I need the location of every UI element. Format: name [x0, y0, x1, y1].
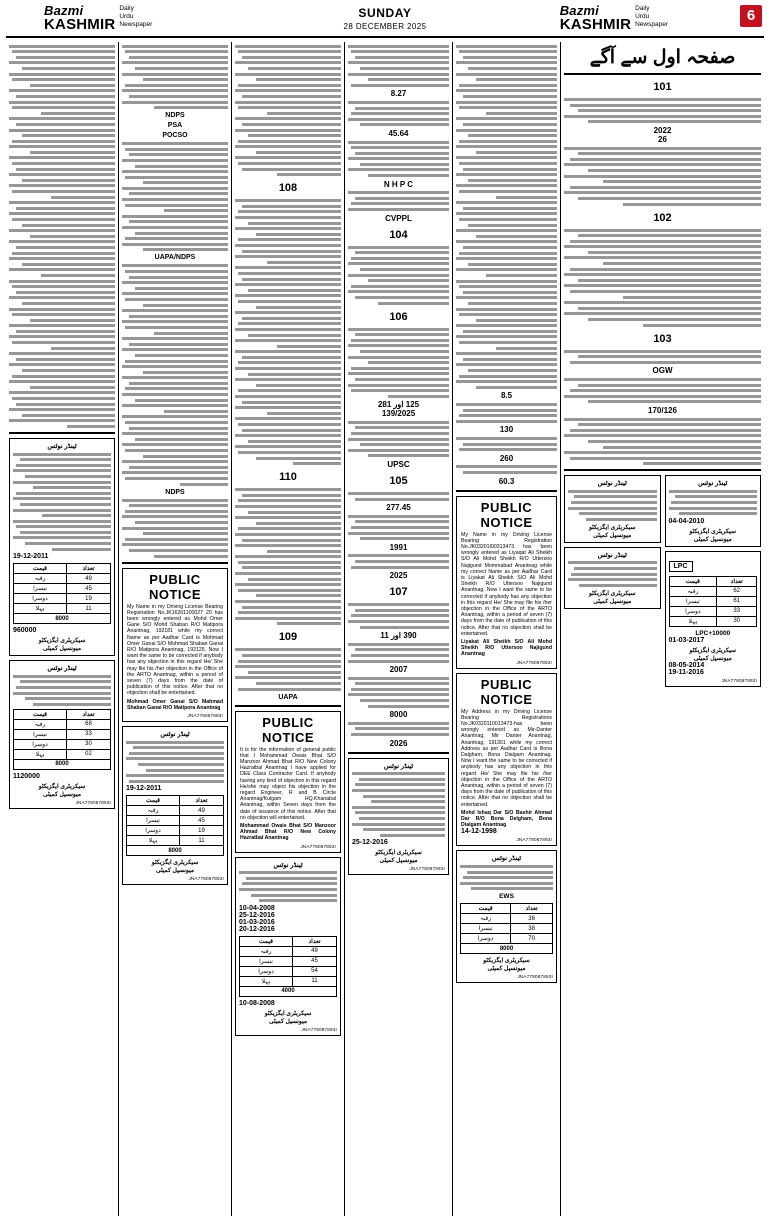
table-4-r1c1: 36: [511, 914, 553, 924]
col6-tender-101: [564, 98, 761, 123]
col3-tender-text: [239, 871, 337, 902]
table-1-r2c1: 45: [67, 584, 111, 594]
table-1-dup-r1c2: رقبہ: [127, 806, 180, 816]
table-5-r3c1: 33: [717, 606, 757, 616]
col6-tender-right: [665, 475, 762, 691]
notice-3-body: My Name in my Driving License Bearing Registration No.JK03201I00313473 has been wrongly entered as Liyaqat Ali Sheikh S/O Ali Mohd Sheikh R/O Uttersoo Najigund Mommabad Anantnag while my correct Name as per Aadhar Card is Liyakat Ali Sheikh S/O Ali Mohd Sheikh R/O Uttersoo Najigund Anantnag. Now I want the same to be corrected if anybody has any objection in this regard He/ She may file his /her objection in the Office of the ARTO Anantnag, within a period of seven (7) days from the date of publication of this notice. After that no objection shall be entertained.: [461, 531, 552, 637]
col3-tender-label: ٹینڈر نوٹس: [273, 861, 303, 869]
col4-tender-106b: [348, 421, 449, 458]
column-6: [561, 42, 764, 1216]
table-2-r1c1: 49: [293, 946, 337, 956]
notice-2-title: PUBLIC NOTICE: [261, 714, 315, 745]
col5-signature: [460, 957, 553, 972]
table-2-r2c2: تیسرا: [240, 956, 293, 966]
table-1-dup-amount: 8000: [127, 846, 224, 856]
tender-number-107: 107: [389, 586, 408, 599]
table-1-dup-r1c1: 49: [180, 806, 224, 816]
col6-tender-103b: [564, 378, 761, 403]
table-4-r2c2: تیسرا: [461, 924, 511, 934]
col4-tag-upsc: UPSC: [387, 460, 410, 470]
table-5-note: LPC+10000: [695, 629, 731, 637]
col2-article-tail: [122, 499, 228, 558]
table-row: [14, 749, 111, 759]
col5-sig-line1: سیکریٹری ایگزیکٹو: [483, 958, 530, 965]
col5-article-4: [456, 465, 557, 474]
table-5: [669, 576, 758, 627]
col5-article-3: [456, 437, 557, 451]
table-1-r4c2: پہلا: [14, 604, 67, 614]
col4-tender-105: [348, 492, 449, 501]
col4-tender-105c: [348, 554, 449, 568]
col1-tender-box: [9, 438, 115, 656]
col3-signature: [239, 1010, 337, 1025]
table-1-amount: 8000: [14, 614, 111, 624]
column-3: [232, 42, 345, 1216]
table-row: [127, 826, 224, 836]
col6-tender-row: [564, 475, 761, 691]
col6-figure-25: 170/126: [648, 405, 677, 415]
logo-right-tag-newspaper: Newspaper: [635, 21, 668, 28]
table-1-r1c2: رقبہ: [14, 574, 67, 584]
col1-ref: JNA778087893I: [75, 799, 111, 805]
notice-3-signer: Liyakat Ali Sheikh S/O Ali Mohd Sheikh R/O Uttersoo Najigund Anantnag: [461, 638, 552, 658]
col6-tender-text-1: [568, 490, 657, 521]
col4-article-3: [348, 141, 449, 178]
table-1-dup-r2c1: 45: [180, 816, 224, 826]
col6-sig1-line1: سیکریٹری ایگزیکٹو: [589, 524, 636, 531]
col6-date-4: 19-11-2016: [668, 668, 704, 676]
col3-sig-line2: میونسپل کمیٹی: [268, 1018, 308, 1025]
col4-figure-11: 390 اور 11: [380, 631, 417, 641]
col5-figure-17: 260: [499, 453, 514, 463]
col4-figure-1: 8.27: [390, 89, 407, 99]
masthead: [6, 4, 764, 38]
col5-figure-14: 8.5: [500, 391, 513, 401]
col6-tender-text-2: [568, 561, 657, 586]
table-2-r1c2: رقبہ: [240, 946, 293, 956]
col4-figure-9: 1991: [389, 542, 408, 552]
table-3-head-2: قیمت: [14, 709, 67, 719]
masthead-date: 28 DECEMBER 2025: [343, 22, 427, 31]
col5-article-top: [456, 45, 557, 389]
col4-tender-text: [352, 772, 445, 837]
col6-figure-27: 26: [658, 134, 667, 144]
col4-tender-104: [348, 246, 449, 305]
tender-number-105: 105: [389, 475, 408, 488]
notice-3: [456, 496, 557, 669]
table-5-r3c2: دوسرا: [669, 606, 717, 616]
table-1: [13, 563, 111, 624]
table-row: [14, 729, 111, 739]
col6-tender-103: [564, 350, 761, 364]
table-row: [240, 956, 337, 966]
col6-sig3-line2: میونسپل کمیٹی: [693, 536, 732, 543]
column-1: [6, 42, 119, 1216]
table-1-dup: [126, 795, 224, 856]
col3-date-5: 10-08-2008: [239, 999, 275, 1007]
col5-tender-box: [456, 850, 557, 983]
col6-sig2-line1: سیکریٹری ایگزیکٹو: [589, 590, 636, 597]
tender-number-101: 101: [653, 81, 672, 93]
logo-right-tags: [635, 4, 668, 29]
table-1-r4c1: 11: [67, 604, 111, 614]
notice-1-ref: JNA778087893I: [187, 712, 223, 718]
tender-number-103: 103: [653, 332, 672, 345]
col4-article-2: [348, 101, 449, 126]
col2-tender-label: ٹینڈر نوٹس: [160, 730, 190, 738]
col4-figure-6: 139/2025: [381, 409, 416, 419]
table-4-r3c2: دوسرا: [461, 934, 511, 944]
table-3-head-1: تعداد: [67, 709, 111, 719]
table-5-head-1: تعداد: [717, 576, 757, 586]
logo-right-tag-daily: Daily: [635, 5, 650, 12]
table-5-r1c2: رقبہ: [669, 586, 717, 596]
col6-signature-3: [669, 528, 758, 543]
col2-signature: [126, 859, 224, 874]
table-3: [13, 709, 111, 770]
table-row: [14, 574, 111, 584]
col6-lpc-box: [665, 551, 762, 687]
col3-tender-110-text: [235, 488, 341, 625]
col3-sig-line1: سیکریٹری ایگزیکٹو: [264, 1010, 312, 1017]
col4-figure-8: 277.45: [386, 503, 411, 513]
table-row: [127, 816, 224, 826]
col3-date-1: 10-04-2008: [239, 904, 275, 912]
notice-2-body: It is for the information of general public that I Mohammad Owais Bhat S/O Manzoor Ahmad Bhat R/O New Colony Hazratbal Anantnag I have applied for DEE Class Contractor Card. If anybody having any kind of objection in this regard He/she may object his objection in the regard Engineer, R and B Circle Anantnag/Kulgam HQ.Khanabal Anantnag, within Seven days from the date of issuance of this notice. After that no objection will entertained.: [240, 746, 336, 821]
col4-tender-107: [348, 603, 449, 628]
col6-tender-102: [564, 229, 761, 327]
table-row: [461, 914, 553, 924]
col1-amount-2: 1120000: [13, 772, 40, 780]
col6-sig4-line2: میونسپل کمیٹی: [693, 655, 732, 662]
col4-article-top: [348, 45, 449, 87]
notice-4-title: PUBLIC NOTICE: [480, 676, 533, 707]
col1-signature: [13, 637, 111, 652]
column-4: [345, 42, 453, 1216]
column-2: [119, 42, 232, 1216]
page-number-badge: 6: [740, 5, 762, 27]
col6-tender-label-3: ٹینڈر نوٹس: [698, 480, 728, 488]
column-5: [453, 42, 561, 1216]
col5-tender-text: [460, 865, 553, 890]
jump-headline: صفحہ اول سے آگے: [589, 47, 736, 68]
table-4-head-1: تعداد: [511, 904, 553, 914]
table-5-r2c2: تیسرا: [669, 596, 717, 606]
col5-tender-label: ٹینڈر نوٹس: [491, 855, 522, 863]
col1-sig-line2: میونسپل کمیٹی: [42, 646, 82, 653]
col4-date-1: 25-12-2016: [352, 839, 388, 847]
col4-tag-cvppl: CVPPL: [385, 213, 412, 223]
table-3-r1c2: رقبہ: [14, 719, 67, 729]
col3-tender-box: [235, 857, 341, 1036]
col6-date-3: 08-05-2014: [668, 661, 705, 669]
table-row: [127, 836, 224, 846]
col1-tender-label: ٹینڈر نوٹس: [47, 442, 77, 450]
col1-tender-text: [13, 453, 111, 551]
col1-tender-box-2: [9, 660, 115, 809]
col2-tender-box: [122, 726, 228, 885]
table-1-r2c2: تیسرا: [14, 584, 67, 594]
col4-tender-107d: [348, 722, 449, 736]
col6-tender-label-1: ٹینڈر نوٹس: [597, 480, 627, 488]
table-2-r4c2: پہلا: [240, 976, 293, 986]
table-row: [669, 596, 757, 606]
tender-number-110: 110: [279, 471, 297, 484]
col6-sig4-line1: سیکریٹری ایگزیکٹو: [689, 647, 736, 654]
col6-tender-box-3: [665, 475, 762, 547]
notice-4-signer: Mohd Ishaq Dar S/O Bashir Ahmad Dar R/O Bona Delgham, Bona Dialgam Anantnag: [461, 809, 552, 829]
table-1-dup-r4c1: 11: [180, 836, 224, 846]
col3-tender-109-text: [235, 648, 341, 690]
table-1-r3c1: 19: [67, 594, 111, 604]
col2-tag-ndps-2: NDPS: [165, 488, 185, 496]
table-4-r1c2: رقبہ: [461, 914, 511, 924]
notice-4-body: My Address in my Driving License Bearing Registrations No.JK0320110013473-has been wrongly entered as Mir-Danter Anantnag, Mir Danter Anantnag, Anantnag, 191301 while my correct Address as per Aadhar Card is Bona Dalgham, Bona Dialgam Anantnag. Now I want the same to be corrected if anybody has any objection in this regard He/ She may file his /her objection in the Office of the ARTO Anantnag, within a period of seven (7) days from the date of publication of this notice. After that no objection shall be entertained.: [461, 708, 552, 808]
table-1-head-1: تعداد: [67, 564, 111, 574]
col5-figure-15: 130: [499, 425, 514, 435]
tender-number-109: 109: [278, 631, 298, 644]
lpc-badge: LPC: [669, 561, 693, 572]
col2-ref: JNA778087893I: [188, 876, 224, 882]
col6-sig3-line1: سیکریٹری ایگزیکٹو: [689, 528, 736, 535]
col1-sig2-line1: سیکریٹری ایگزیکٹو: [38, 783, 86, 790]
col6-tender-box-1: [564, 475, 661, 543]
col4-tender-105b: [348, 515, 449, 540]
col1-sig-line1: سیکریٹری ایگزیکٹو: [38, 638, 86, 645]
col6-sig2-line2: میونسپل کمیٹی: [593, 598, 632, 605]
col1-tender-text-2: [13, 675, 111, 706]
notice-1: [122, 568, 228, 722]
table-2-amount: 4000: [240, 986, 337, 996]
col2-tender-text: [126, 741, 224, 783]
col6-signature-2: [568, 590, 657, 605]
col6-sig1-line2: میونسپل کمیٹی: [593, 532, 632, 539]
col4-article-4: [348, 191, 449, 211]
col2-date-1: 19-12-2011: [126, 785, 162, 793]
table-row: [461, 934, 553, 944]
col3-tender-108-text: [235, 199, 341, 465]
col3-tag-uapa: UAPA: [278, 693, 298, 701]
notice-2-ref: JNA778087893I: [300, 843, 336, 849]
table-1-dup-head-2: قیمت: [127, 796, 180, 806]
col1-sig2-line2: میونسپل کمیٹی: [42, 791, 82, 798]
col2-article-mid: [122, 142, 228, 251]
notice-2-signer: Mohammad Owais Bhat S/O Manzoor Ahmad Bhat R/O New Colony Hazratbal Anantnag: [240, 823, 336, 842]
col2-tag-ndps: NDPS: [165, 112, 185, 120]
table-2-r2c1: 45: [293, 956, 337, 966]
table-3-r1c1: 68: [67, 719, 111, 729]
col2-article-lower: [122, 264, 228, 485]
col4-figure-5: 125 اور 281: [377, 400, 420, 410]
table-1-r3c2: دوسرا: [14, 594, 67, 604]
col4-figure-2: 45.64: [388, 128, 409, 138]
column-grid: [6, 42, 764, 1216]
table-row: [461, 924, 553, 934]
col3-ref: JNA778087893I: [301, 1026, 337, 1032]
table-row: [669, 586, 757, 596]
table-5-r2c1: 61: [717, 596, 757, 606]
col1-date-1: 19-12-2011: [13, 553, 49, 561]
table-5-r4c1: 30: [717, 616, 757, 626]
table-row: [14, 604, 111, 614]
col4-tender-box: [348, 758, 449, 876]
notice-1-signer: Mohmad Omer Ganai S/O Mahmad Shaban Ganai R/O Matipora Anantnag: [127, 698, 223, 711]
col3-date-3: 01-03-2016: [239, 918, 275, 926]
col4-sig-line1: سیکریٹری ایگزیکٹو: [375, 850, 422, 857]
col3-article-top: [235, 45, 341, 177]
table-row: [669, 606, 757, 616]
notice-1-body: My Name in my Driving License Bearing Registration No.JK16201100027 20 has been wrongly entered as Mohd Omer Gane S/O Mohd Shaban R/O Matipora Anantnag, 192181 while my correct Name as per Aadhar Card is Mohmad Omer Ganai S/O Mohmad Shaban Ganai R/O Matipora Anantnag, 192125. Now I want the same to be corrected if anybody has any objection in this regard He/ She may file his /her objection in the Office of the ARTO Anantnag, within a period of seven (7) days from the date of publication of this notice. After that no objection shall be entertained.: [127, 603, 223, 697]
table-5-r1c1: 62: [717, 586, 757, 596]
logo-left-kashmir: KASHMIR: [44, 16, 116, 33]
table-1-dup-r4c2: پہلا: [127, 836, 180, 846]
col5-sig-line2: میونسپل کمیٹی: [487, 966, 526, 973]
col2-tag-psa: PSA: [167, 122, 183, 130]
tender-number-108: 108: [278, 182, 298, 195]
col6-signature-4: [669, 647, 758, 662]
logo-left-tag-urdu: Urdu: [119, 13, 134, 20]
table-row: [14, 584, 111, 594]
col6-date-1: 04-04-2010: [668, 517, 705, 525]
table-row: [669, 616, 757, 626]
table-3-r2c2: تیسرا: [14, 729, 67, 739]
col5-article-2: [456, 403, 557, 423]
col6-figure-26: 2022: [653, 125, 672, 135]
col6-tender-left: [564, 475, 661, 691]
table-3-amount: 8000: [14, 759, 111, 769]
col3-date-4: 20-12-2016: [239, 925, 275, 933]
col4-ref: JNA778087893I: [409, 866, 445, 872]
table-3-r4c2: پہلا: [14, 749, 67, 759]
col6-tender-101b: [564, 147, 761, 206]
col4-sig-line2: میونسپل کمیٹی: [379, 858, 418, 865]
logo-left-tag-daily: Daily: [119, 5, 134, 12]
notice-3-ref: JNA778087893I: [516, 659, 552, 665]
col2-sig-line1: سیکریٹری ایگزیکٹو: [151, 860, 199, 867]
col1-article-top: [9, 45, 115, 428]
table-row: [240, 976, 337, 986]
logo-right-bazmi: Bazmi: [559, 3, 599, 18]
table-row: [240, 966, 337, 976]
col1-signature-2: [13, 783, 111, 798]
col4-tender-107c: [348, 677, 449, 708]
table-2-r4c1: 11: [293, 976, 337, 986]
table-2: [239, 936, 337, 997]
col4-figure-10: 2025: [389, 571, 408, 581]
table-2-r3c1: 54: [293, 966, 337, 976]
logo-left-bazmi: Bazmi: [44, 3, 84, 18]
col1-tender-label-2: ٹینڈر نوٹس: [47, 665, 77, 673]
table-1-dup-r3c1: 19: [180, 826, 224, 836]
table-row: [14, 719, 111, 729]
col2-tag-pocso: POCSO: [162, 132, 188, 140]
table-5-head-2: قیمت: [669, 576, 717, 586]
table-row: [127, 806, 224, 816]
table-1-dup-head-1: تعداد: [180, 796, 224, 806]
col5-figure-18: 60.3: [498, 476, 515, 486]
table-row: [240, 946, 337, 956]
col4-figure-16: 2026: [389, 738, 408, 748]
table-4: [460, 903, 553, 954]
logo-right: [560, 4, 668, 32]
table-3-r4c1: 02: [67, 749, 111, 759]
table-1-head-2: قیمت: [14, 564, 67, 574]
table-4-r2c1: 38: [511, 924, 553, 934]
logo-right-kashmir: KASHMIR: [559, 16, 632, 33]
col5-ref: JNA778087893I: [517, 974, 553, 980]
tender-number-102: 102: [653, 211, 672, 224]
table-3-r3c1: 30: [67, 739, 111, 749]
logo-left-tag-newspaper: Newspaper: [119, 21, 153, 28]
masthead-day: SUNDAY: [358, 6, 412, 20]
notice-4-ref: JNA778087893I: [516, 837, 552, 843]
table-4-amount: 8000: [461, 944, 553, 954]
col4-tender-107b: [348, 643, 449, 663]
table-5-r4c2: پہلا: [669, 616, 717, 626]
col6-tender-text-3: [669, 490, 758, 515]
table-2-r3c2: دوسرا: [240, 966, 293, 976]
col2-tag-uapa-ndps: UAPA/NDPS: [154, 254, 196, 262]
notice-4-date: 14-12-1998: [461, 828, 497, 836]
table-3-r2c1: 33: [67, 729, 111, 739]
table-4-head-2: قیمت: [461, 904, 511, 914]
logo-right-tag-urdu: Urdu: [635, 13, 650, 20]
col4-tender-label: ٹینڈر نوٹس: [383, 762, 414, 770]
col6-date-2: 01-03-2017: [668, 636, 705, 644]
col6-tender-label-2: ٹینڈر نوٹس: [597, 551, 627, 559]
table-1-dup-r3c2: دوسرا: [127, 826, 180, 836]
col6-signature-1: [568, 524, 657, 539]
col6-tag-ogw: OGW: [652, 366, 673, 376]
col5-ews-tag: EWS: [499, 893, 514, 901]
table-1-dup-r2c2: تیسرا: [127, 816, 180, 826]
col6-tender-103c: [564, 418, 761, 466]
table-3-r3c2: دوسرا: [14, 739, 67, 749]
table-row: [14, 739, 111, 749]
col3-date-2: 25-12-2016: [239, 911, 275, 919]
table-1-r1c1: 49: [67, 574, 111, 584]
notice-3-title: PUBLIC NOTICE: [480, 499, 533, 530]
col4-figure-12: 2007: [389, 665, 408, 675]
tender-number-104: 104: [389, 228, 408, 241]
col1-amount-1: 960000: [13, 627, 37, 635]
col6-tender-box-2: [564, 547, 661, 609]
col2-article-top: [122, 45, 228, 110]
col6-ref: JNA778087893I: [721, 677, 757, 683]
notice-1-title: PUBLIC NOTICE: [148, 571, 202, 602]
col4-tender-106: [348, 328, 449, 398]
table-row: [14, 594, 111, 604]
notice-4: [456, 673, 557, 847]
table-2-head-1: تعداد: [293, 936, 337, 946]
col2-sig-line2: میونسپل کمیٹی: [155, 868, 195, 875]
col4-signature: [352, 849, 445, 864]
col4-tag-nhpc: N H P C: [383, 179, 414, 189]
table-2-head-2: قیمت: [240, 936, 293, 946]
notice-2: [235, 711, 341, 853]
table-4-r3c1: 70: [511, 934, 553, 944]
col4-figure-13: 8000: [389, 710, 408, 720]
tender-number-106: 106: [389, 310, 408, 323]
